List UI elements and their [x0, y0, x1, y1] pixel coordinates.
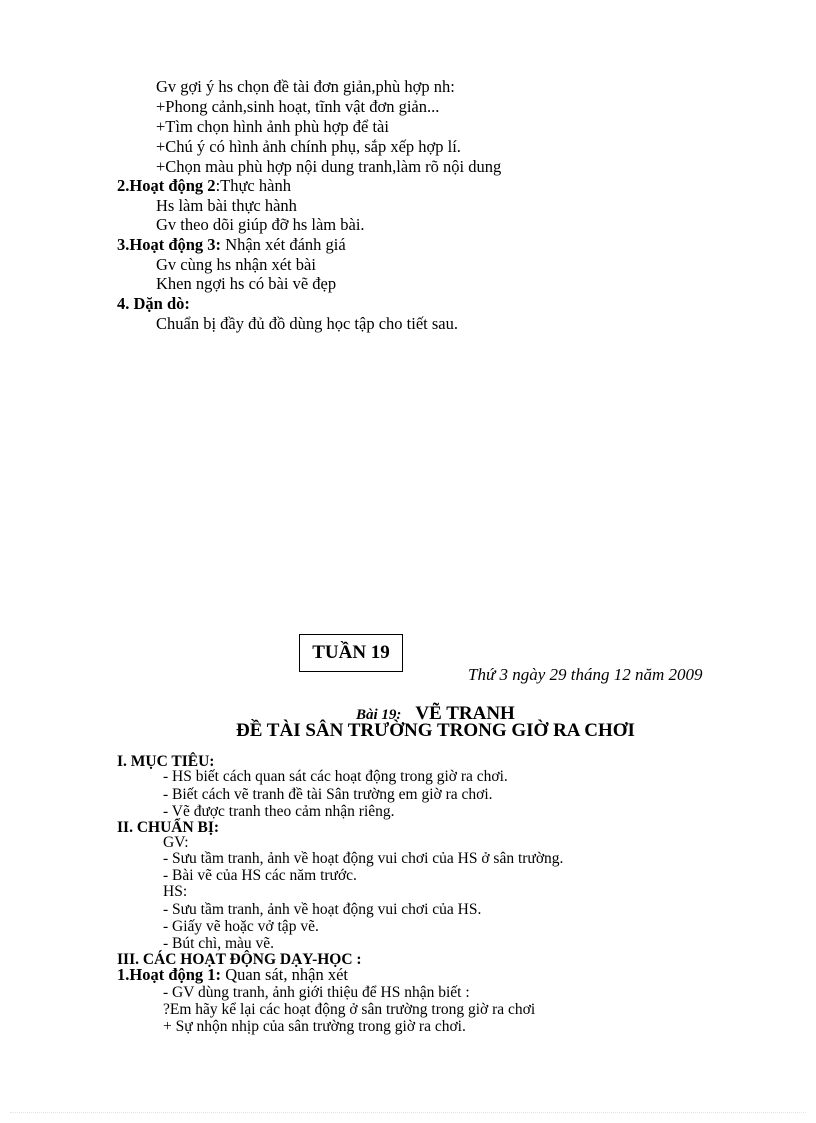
- week-box: TUẦN 19: [299, 634, 403, 672]
- activity-3-heading: [117, 235, 346, 254]
- instruction-line: Gv gợi ý hs chọn đề tài đơn giản,phù hợp nh:: [156, 77, 455, 96]
- preparation-line: - Sưu tầm tranh, ảnh về hoạt động vui chơi của HS ở sân trường.: [163, 850, 564, 867]
- student-label: HS:: [163, 883, 188, 900]
- activity-line: Khen ngợi hs có bài vẽ đẹp: [156, 274, 337, 293]
- activity-line: Hs làm bài thực hành: [156, 196, 297, 215]
- lesson-title: VẼ TRANH: [415, 703, 515, 724]
- lesson-number: Bài 19:: [356, 707, 402, 723]
- homework-heading: 4. Dặn dò:: [117, 294, 190, 313]
- instruction-line: +Chọn màu phù hợp nội dung tranh,làm rõ nội dung: [156, 157, 502, 176]
- activity-2-heading: [117, 176, 291, 195]
- objective-line: - HS biết cách quan sát các hoạt động trong giờ ra chơi.: [163, 768, 508, 785]
- activity-line: Gv cùng hs nhận xét bài: [156, 255, 316, 274]
- instruction-line: +Tìm chọn hình ảnh phù hợp để tài: [156, 117, 389, 136]
- instruction-line: +Chú ý có hình ảnh chính phụ, sắp xếp hợp lí.: [156, 137, 461, 156]
- preparation-line: - Bài vẽ của HS các năm trước.: [163, 867, 357, 884]
- objective-line: - Vẽ được tranh theo cảm nhận riêng.: [163, 803, 395, 820]
- activity-line: Gv theo dõi giúp đỡ hs làm bài.: [156, 215, 365, 234]
- preparation-line: - Sưu tầm tranh, ảnh về hoạt động vui chơi của HS.: [163, 901, 482, 918]
- objective-line: - Biết cách vẽ tranh đề tài Sân trường em giờ ra chơi.: [163, 786, 493, 803]
- homework-line: Chuẩn bị đầy đủ đồ dùng học tập cho tiết sau.: [156, 314, 458, 333]
- activity-1-label: 1.Hoạt động 1:: [117, 965, 222, 984]
- lesson-subtitle: ĐỀ TÀI SÂN TRƯỜNG TRONG GIỜ RA CHƠI: [236, 720, 635, 741]
- activity-3-title: Nhận xét đánh giá: [221, 235, 346, 254]
- activity-line: - GV dùng tranh, ảnh giới thiệu để HS nhận biết :: [163, 984, 470, 1001]
- activity-3-label: 3.Hoạt động 3:: [117, 235, 222, 254]
- instruction-line: +Phong cảnh,sinh hoạt, tĩnh vật đơn giản...: [156, 97, 440, 116]
- activity-1-heading: [117, 965, 348, 984]
- page-edge-rule: [10, 1112, 806, 1113]
- activity-line: ?Em hãy kể lại các hoạt động ở sân trường trong giờ ra chơi: [163, 1001, 536, 1018]
- preparation-line: - Giấy vẽ hoặc vở tập vẽ.: [163, 918, 319, 935]
- activity-2-label: 2.Hoạt động 2: [117, 176, 216, 195]
- activity-1-title: Quan sát, nhận xét: [221, 965, 348, 984]
- activity-line: + Sự nhộn nhịp của sân trường trong giờ ra chơi.: [163, 1018, 466, 1035]
- activity-2-title: :Thực hành: [215, 176, 291, 195]
- section-preparation-heading: II. CHUẨN BỊ:: [117, 819, 220, 836]
- lesson-date: Thứ 3 ngày 29 tháng 12 năm 2009: [468, 665, 703, 684]
- preparation-line: - Bút chì, màu vẽ.: [163, 935, 275, 952]
- teacher-label: GV:: [163, 834, 189, 851]
- section-activities-heading: III. CÁC HOẠT ĐỘNG DẠY-HỌC :: [117, 951, 362, 968]
- section-objectives-heading: I. MỤC TIÊU:: [117, 753, 215, 770]
